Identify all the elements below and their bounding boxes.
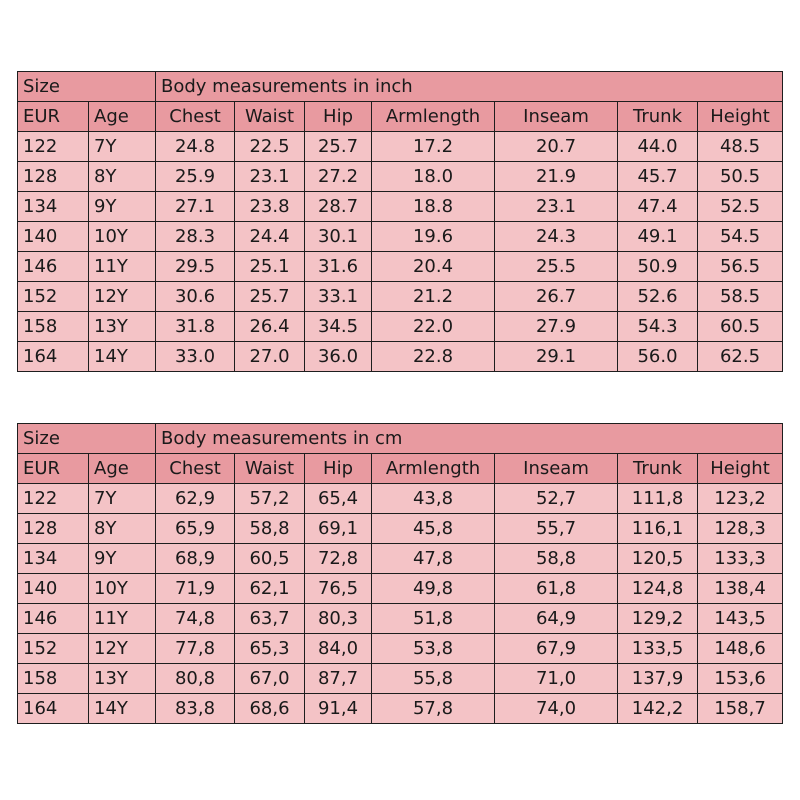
cell-armlength: 17.2 (372, 132, 495, 162)
cell-waist: 22.5 (235, 132, 305, 162)
cell-inseam: 26.7 (495, 282, 618, 312)
cell-chest: 27.1 (156, 192, 235, 222)
cell-hip: 80,3 (305, 604, 372, 634)
cell-armlength: 51,8 (372, 604, 495, 634)
cell-armlength: 43,8 (372, 484, 495, 514)
cell-armlength: 53,8 (372, 634, 495, 664)
cell-age: 9Y (89, 544, 156, 574)
cell-hip: 91,4 (305, 694, 372, 724)
cell-hip: 27.2 (305, 162, 372, 192)
cell-eur: 164 (18, 694, 89, 724)
cell-waist: 58,8 (235, 514, 305, 544)
cell-chest: 65,9 (156, 514, 235, 544)
table-row (18, 312, 783, 342)
column-header-row (18, 454, 783, 484)
cell-age: 13Y (89, 312, 156, 342)
cell-trunk: 120,5 (618, 544, 698, 574)
cell-inseam: 20.7 (495, 132, 618, 162)
column-header-row (18, 102, 783, 132)
column-header-age: Age (89, 454, 156, 484)
cell-hip: 87,7 (305, 664, 372, 694)
size-table-cm (17, 423, 783, 724)
column-header-trunk: Trunk (618, 102, 698, 132)
cell-chest: 33.0 (156, 342, 235, 372)
cell-waist: 24.4 (235, 222, 305, 252)
cell-chest: 29.5 (156, 252, 235, 282)
cell-height: 158,7 (698, 694, 783, 724)
size-label: Size (18, 424, 156, 454)
cell-hip: 36.0 (305, 342, 372, 372)
cell-waist: 63,7 (235, 604, 305, 634)
cell-trunk: 137,9 (618, 664, 698, 694)
cell-inseam: 29.1 (495, 342, 618, 372)
cell-height: 48.5 (698, 132, 783, 162)
cell-hip: 25.7 (305, 132, 372, 162)
column-header-age: Age (89, 102, 156, 132)
cell-age: 12Y (89, 634, 156, 664)
cell-eur: 146 (18, 604, 89, 634)
cell-age: 14Y (89, 342, 156, 372)
cell-age: 11Y (89, 252, 156, 282)
cell-chest: 74,8 (156, 604, 235, 634)
column-header-height: Height (698, 102, 783, 132)
column-header-chest: Chest (156, 102, 235, 132)
cell-inseam: 27.9 (495, 312, 618, 342)
table-row (18, 252, 783, 282)
table-row (18, 222, 783, 252)
cell-eur: 122 (18, 132, 89, 162)
cell-inseam: 64,9 (495, 604, 618, 634)
cell-hip: 65,4 (305, 484, 372, 514)
cell-height: 56.5 (698, 252, 783, 282)
column-header-height: Height (698, 454, 783, 484)
column-header-trunk: Trunk (618, 454, 698, 484)
table-row (18, 342, 783, 372)
cell-trunk: 116,1 (618, 514, 698, 544)
cell-waist: 25.7 (235, 282, 305, 312)
cell-inseam: 52,7 (495, 484, 618, 514)
cell-eur: 140 (18, 574, 89, 604)
cell-inseam: 25.5 (495, 252, 618, 282)
cell-hip: 84,0 (305, 634, 372, 664)
cell-trunk: 47.4 (618, 192, 698, 222)
cell-height: 52.5 (698, 192, 783, 222)
cell-eur: 152 (18, 282, 89, 312)
table-row (18, 192, 783, 222)
cell-hip: 72,8 (305, 544, 372, 574)
cell-inseam: 23.1 (495, 192, 618, 222)
cell-waist: 27.0 (235, 342, 305, 372)
cell-trunk: 45.7 (618, 162, 698, 192)
cell-trunk: 49.1 (618, 222, 698, 252)
cell-chest: 71,9 (156, 574, 235, 604)
cell-inseam: 55,7 (495, 514, 618, 544)
column-header-waist: Waist (235, 454, 305, 484)
cell-chest: 31.8 (156, 312, 235, 342)
cell-waist: 65,3 (235, 634, 305, 664)
table-row (18, 664, 783, 694)
cell-age: 8Y (89, 162, 156, 192)
cell-eur: 146 (18, 252, 89, 282)
cell-height: 60.5 (698, 312, 783, 342)
cell-inseam: 58,8 (495, 544, 618, 574)
column-header-waist: Waist (235, 102, 305, 132)
table-row (18, 544, 783, 574)
cell-height: 133,3 (698, 544, 783, 574)
cell-inseam: 61,8 (495, 574, 618, 604)
cell-inseam: 74,0 (495, 694, 618, 724)
cell-chest: 80,8 (156, 664, 235, 694)
cell-waist: 23.1 (235, 162, 305, 192)
cell-eur: 122 (18, 484, 89, 514)
cell-waist: 23.8 (235, 192, 305, 222)
table-row (18, 282, 783, 312)
cell-eur: 158 (18, 312, 89, 342)
table-row (18, 604, 783, 634)
size-label: Size (18, 72, 156, 102)
table-title: Body measurements in inch (156, 72, 783, 102)
cell-trunk: 129,2 (618, 604, 698, 634)
column-header-inseam: Inseam (495, 102, 618, 132)
table-row (18, 514, 783, 544)
cell-age: 14Y (89, 694, 156, 724)
column-header-chest: Chest (156, 454, 235, 484)
cell-inseam: 21.9 (495, 162, 618, 192)
cell-eur: 140 (18, 222, 89, 252)
cell-hip: 76,5 (305, 574, 372, 604)
cell-waist: 26.4 (235, 312, 305, 342)
cell-armlength: 45,8 (372, 514, 495, 544)
cell-height: 128,3 (698, 514, 783, 544)
cell-armlength: 57,8 (372, 694, 495, 724)
cell-waist: 57,2 (235, 484, 305, 514)
column-header-hip: Hip (305, 102, 372, 132)
cell-age: 9Y (89, 192, 156, 222)
cell-height: 54.5 (698, 222, 783, 252)
cell-age: 10Y (89, 574, 156, 604)
cell-eur: 134 (18, 192, 89, 222)
cell-armlength: 19.6 (372, 222, 495, 252)
cell-chest: 30.6 (156, 282, 235, 312)
table-row (18, 574, 783, 604)
cell-chest: 83,8 (156, 694, 235, 724)
cell-waist: 60,5 (235, 544, 305, 574)
cell-trunk: 50.9 (618, 252, 698, 282)
cell-trunk: 111,8 (618, 484, 698, 514)
cell-hip: 31.6 (305, 252, 372, 282)
cell-inseam: 71,0 (495, 664, 618, 694)
cell-armlength: 22.0 (372, 312, 495, 342)
cell-hip: 34.5 (305, 312, 372, 342)
cell-height: 50.5 (698, 162, 783, 192)
cell-age: 12Y (89, 282, 156, 312)
cell-chest: 68,9 (156, 544, 235, 574)
cell-eur: 134 (18, 544, 89, 574)
table-row (18, 634, 783, 664)
cell-eur: 152 (18, 634, 89, 664)
cell-trunk: 56.0 (618, 342, 698, 372)
cell-eur: 164 (18, 342, 89, 372)
cell-chest: 25.9 (156, 162, 235, 192)
cell-height: 138,4 (698, 574, 783, 604)
cell-armlength: 22.8 (372, 342, 495, 372)
cell-armlength: 21.2 (372, 282, 495, 312)
cell-height: 58.5 (698, 282, 783, 312)
column-header-armlength: Armlength (372, 454, 495, 484)
cell-height: 143,5 (698, 604, 783, 634)
cell-height: 62.5 (698, 342, 783, 372)
column-header-eur: EUR (18, 102, 89, 132)
cell-age: 7Y (89, 132, 156, 162)
size-table-inch (17, 71, 783, 372)
cell-age: 7Y (89, 484, 156, 514)
cell-hip: 33.1 (305, 282, 372, 312)
cell-armlength: 18.0 (372, 162, 495, 192)
cell-age: 8Y (89, 514, 156, 544)
cell-height: 148,6 (698, 634, 783, 664)
cell-trunk: 133,5 (618, 634, 698, 664)
column-header-inseam: Inseam (495, 454, 618, 484)
cell-chest: 24.8 (156, 132, 235, 162)
cell-hip: 28.7 (305, 192, 372, 222)
cell-armlength: 18.8 (372, 192, 495, 222)
cell-trunk: 52.6 (618, 282, 698, 312)
cell-age: 11Y (89, 604, 156, 634)
column-header-hip: Hip (305, 454, 372, 484)
cell-eur: 128 (18, 162, 89, 192)
cell-eur: 158 (18, 664, 89, 694)
cell-armlength: 55,8 (372, 664, 495, 694)
table-row (18, 484, 783, 514)
table-row (18, 162, 783, 192)
column-header-armlength: Armlength (372, 102, 495, 132)
cell-armlength: 20.4 (372, 252, 495, 282)
cell-waist: 62,1 (235, 574, 305, 604)
cell-trunk: 54.3 (618, 312, 698, 342)
cell-trunk: 124,8 (618, 574, 698, 604)
cell-eur: 128 (18, 514, 89, 544)
cell-height: 153,6 (698, 664, 783, 694)
table-row (18, 132, 783, 162)
cell-chest: 62,9 (156, 484, 235, 514)
cell-inseam: 67,9 (495, 634, 618, 664)
cell-hip: 69,1 (305, 514, 372, 544)
cell-trunk: 44.0 (618, 132, 698, 162)
table-row (18, 694, 783, 724)
cell-height: 123,2 (698, 484, 783, 514)
cell-waist: 68,6 (235, 694, 305, 724)
cell-age: 10Y (89, 222, 156, 252)
cell-waist: 67,0 (235, 664, 305, 694)
cell-chest: 77,8 (156, 634, 235, 664)
cell-hip: 30.1 (305, 222, 372, 252)
cell-chest: 28.3 (156, 222, 235, 252)
cell-armlength: 47,8 (372, 544, 495, 574)
cell-armlength: 49,8 (372, 574, 495, 604)
column-header-eur: EUR (18, 454, 89, 484)
cell-waist: 25.1 (235, 252, 305, 282)
table-title: Body measurements in cm (156, 424, 783, 454)
cell-inseam: 24.3 (495, 222, 618, 252)
cell-age: 13Y (89, 664, 156, 694)
cell-trunk: 142,2 (618, 694, 698, 724)
